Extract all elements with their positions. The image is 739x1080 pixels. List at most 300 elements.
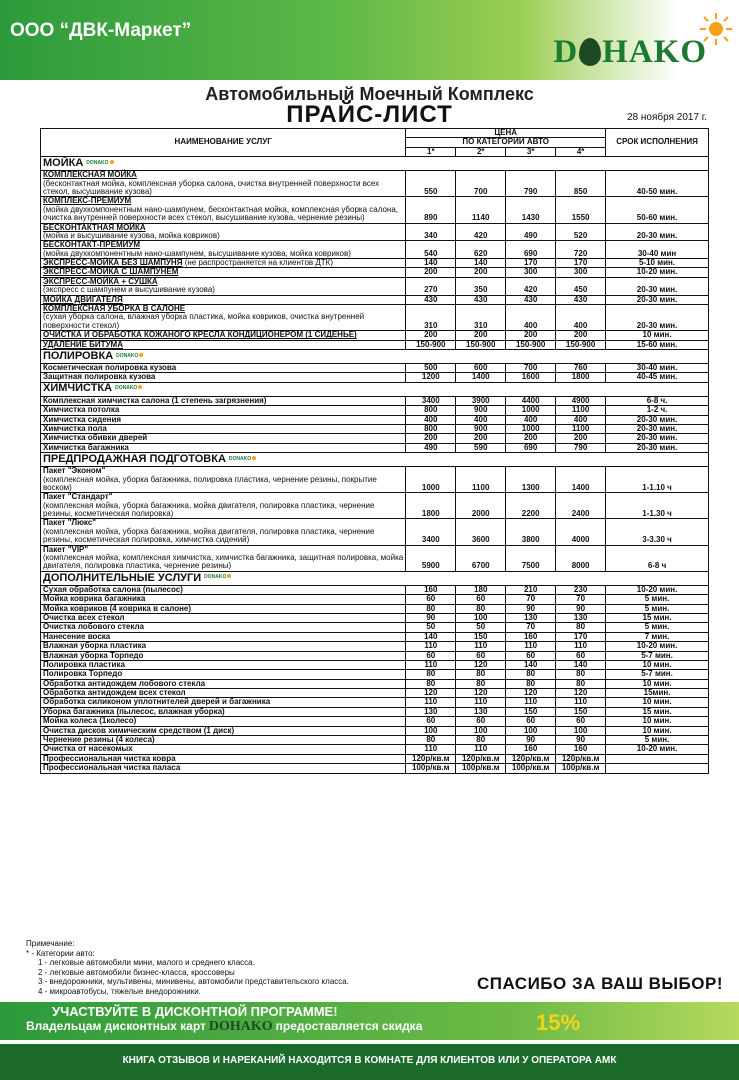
table-row <box>41 305 709 331</box>
price-cell: 90 <box>506 736 556 745</box>
table-row <box>41 493 709 519</box>
price-cell: 50 <box>456 623 506 632</box>
notes-title: Примечание: <box>26 939 75 948</box>
price-cell: 900 <box>456 406 506 415</box>
price-cell: 1140 <box>456 197 506 223</box>
term-cell: 20-30 мин. <box>606 295 709 304</box>
price-cell: 200 <box>456 331 506 340</box>
price-cell: 170 <box>556 632 606 641</box>
price-cell: 120р/кв.м <box>506 754 556 763</box>
table-row <box>41 467 709 493</box>
table-row <box>41 736 709 745</box>
price-cell: 120 <box>556 689 606 698</box>
price-cell: 270 <box>406 277 456 295</box>
price-cell: 1800 <box>406 493 456 519</box>
term-cell: 6-8 ч. <box>606 396 709 405</box>
price-cell: 120р/кв.м <box>456 754 506 763</box>
service-name: Химчистка потолка <box>41 406 406 415</box>
term-cell: 7 мин. <box>606 632 709 641</box>
term-cell: 10 мин. <box>606 717 709 726</box>
price-cell: 110 <box>506 698 556 707</box>
price-cell: 100р/кв.м <box>456 764 506 773</box>
term-cell: 5-7 мин. <box>606 651 709 660</box>
service-name: Пакет "Люкс" (комплексная мойка, уборка багажника, мойка двигателя, полировка пластика, чернение резины, косметическая полировка, химчистка сидений) <box>41 519 406 545</box>
price-cell: 790 <box>506 171 556 197</box>
term-cell: 5-10 мин. <box>606 259 709 268</box>
price-cell: 110 <box>556 642 606 651</box>
col-by-cat: ПО КАТЕГОРИИ АВТО <box>406 138 606 147</box>
price-cell: 700 <box>456 171 506 197</box>
price-cell: 450 <box>556 277 606 295</box>
term-cell: 20-30 мин. <box>606 223 709 241</box>
price-cell: 60 <box>406 651 456 660</box>
service-name: Обработка антидождем всех стекол <box>41 689 406 698</box>
price-cell: 700 <box>506 363 556 372</box>
service-name: Косметическая полировка кузова <box>41 363 406 372</box>
price-cell: 500 <box>406 363 456 372</box>
price-cell: 7500 <box>506 545 556 571</box>
table-row <box>41 764 709 773</box>
price-cell: 120 <box>406 689 456 698</box>
term-cell: 15мин. <box>606 689 709 698</box>
price-cell: 110 <box>406 745 456 754</box>
price-cell: 80 <box>556 623 606 632</box>
service-name: Влажная уборка Торпедо <box>41 651 406 660</box>
price-cell: 8000 <box>556 545 606 571</box>
price-cell: 70 <box>506 623 556 632</box>
service-name: ЭКСПРЕСС-МОЙКА БЕЗ ШАМПУНЯ (не распространяется на клиентов ДТК) <box>41 259 406 268</box>
table-row <box>41 277 709 295</box>
thanks-text: СПАСИБО ЗА ВАШ ВЫБОР! <box>476 974 723 993</box>
term-cell: 5 мин. <box>606 604 709 613</box>
price-cell: 100 <box>506 726 556 735</box>
price-cell: 1100 <box>556 424 606 433</box>
price-cell: 120р/кв.м <box>556 754 606 763</box>
price-cell: 100 <box>556 726 606 735</box>
service-name: Мойка колеса (1колесо) <box>41 717 406 726</box>
price-cell: 400 <box>506 415 556 424</box>
price-cell: 1100 <box>556 406 606 415</box>
price-cell: 800 <box>406 424 456 433</box>
term-cell: 20-30 мин. <box>606 277 709 295</box>
service-name: Защитная полировка кузова <box>41 373 406 382</box>
price-cell: 550 <box>406 171 456 197</box>
note-item: 3 - внедорожники, мультивены, минивены, автомобили представительского класса. <box>38 977 349 987</box>
term-cell: 5 мин. <box>606 595 709 604</box>
price-cell: 140 <box>506 660 556 669</box>
price-cell: 100 <box>456 726 506 735</box>
price-cell: 150 <box>506 707 556 716</box>
price-cell: 130 <box>406 707 456 716</box>
service-name: Мойка ковриков (4 коврика в салоне) <box>41 604 406 613</box>
price-cell: 1550 <box>556 197 606 223</box>
price-cell: 140 <box>406 259 456 268</box>
price-cell: 60 <box>506 717 556 726</box>
service-name: Пакет "Стандарт" (комплексная мойка, уборка багажника, мойка двигателя, полировка пластика, чернение резины, косметическая полировка) <box>41 493 406 519</box>
term-cell <box>606 764 709 773</box>
price-cell: 60 <box>556 717 606 726</box>
price-cell: 790 <box>556 443 606 452</box>
price-cell: 5900 <box>406 545 456 571</box>
price-cell: 60 <box>406 717 456 726</box>
price-cell: 200 <box>406 434 456 443</box>
term-cell: 10 мин. <box>606 726 709 735</box>
price-cell: 2400 <box>556 493 606 519</box>
term-cell: 15-60 мин. <box>606 340 709 349</box>
price-cell: 60 <box>456 595 506 604</box>
table-row <box>41 171 709 197</box>
price-cell: 850 <box>556 171 606 197</box>
price-cell: 80 <box>456 736 506 745</box>
price-cell: 90 <box>506 604 556 613</box>
term-cell: 50-60 мин. <box>606 197 709 223</box>
price-cell: 140 <box>556 660 606 669</box>
price-cell: 60 <box>456 717 506 726</box>
price-cell: 400 <box>506 305 556 331</box>
price-cell: 70 <box>556 595 606 604</box>
price-cell: 80 <box>556 670 606 679</box>
service-name: Обработка силиконом уплотнителей дверей и багажника <box>41 698 406 707</box>
drop-icon <box>579 38 601 66</box>
table-row <box>41 340 709 349</box>
term-cell: 10 мин. <box>606 698 709 707</box>
price-cell: 300 <box>506 268 556 277</box>
price-cell: 1000 <box>506 424 556 433</box>
term-cell: 30-40 мин <box>606 241 709 259</box>
table-row <box>41 241 709 259</box>
table-row <box>41 434 709 443</box>
section-header: ПОЛИРОВКА DONAKO <box>41 349 709 363</box>
price-cell: 3400 <box>406 396 456 405</box>
price-cell: 1800 <box>556 373 606 382</box>
table-row <box>41 223 709 241</box>
price-cell: 1000 <box>506 406 556 415</box>
term-cell: 20-30 мин. <box>606 415 709 424</box>
service-name: Химчистка багажника <box>41 443 406 452</box>
price-cell: 540 <box>406 241 456 259</box>
price-cell: 6700 <box>456 545 506 571</box>
term-cell: 10 мин. <box>606 331 709 340</box>
price-cell: 160 <box>556 745 606 754</box>
term-cell: 5 мин. <box>606 623 709 632</box>
price-cell: 4400 <box>506 396 556 405</box>
price-cell: 400 <box>406 415 456 424</box>
price-cell: 170 <box>506 259 556 268</box>
col-cat-3: 3* <box>506 147 556 156</box>
price-cell: 430 <box>406 295 456 304</box>
price-cell: 120 <box>506 689 556 698</box>
table-row <box>41 331 709 340</box>
term-cell: 1-1.30 ч <box>606 493 709 519</box>
service-name: Профессиональная чистка паласа <box>41 764 406 773</box>
note-item: 1 - легковые автомобили мини, малого и среднего класса. <box>38 958 255 968</box>
price-cell: 110 <box>456 745 506 754</box>
term-cell: 1-1.10 ч <box>606 467 709 493</box>
table-row <box>41 660 709 669</box>
price-cell: 110 <box>406 698 456 707</box>
term-cell: 3-3.30 ч <box>606 519 709 545</box>
price-cell: 2000 <box>456 493 506 519</box>
section-header: ДОПОЛНИТЕЛЬНЫЕ УСЛУГИ DONAKO <box>41 571 709 585</box>
price-cell: 80 <box>456 604 506 613</box>
price-cell: 100 <box>456 613 506 622</box>
discount-percent: 15% <box>536 1010 581 1035</box>
service-name: Чернение резины (4 колеса) <box>41 736 406 745</box>
price-cell: 160 <box>406 585 456 594</box>
term-cell: 10-20 мин. <box>606 745 709 754</box>
price-cell: 90 <box>556 736 606 745</box>
service-name: Очистка от насекомых <box>41 745 406 754</box>
price-cell: 200 <box>406 268 456 277</box>
price-cell: 2200 <box>506 493 556 519</box>
table-row <box>41 545 709 571</box>
price-cell: 90 <box>556 604 606 613</box>
price-cell: 110 <box>456 698 506 707</box>
price-cell: 200 <box>406 331 456 340</box>
price-cell: 110 <box>556 698 606 707</box>
price-cell: 130 <box>506 613 556 622</box>
price-cell: 350 <box>456 277 506 295</box>
price-cell: 3400 <box>406 519 456 545</box>
service-name: Очистка всех стекол <box>41 613 406 622</box>
price-cell: 4000 <box>556 519 606 545</box>
price-cell: 160 <box>506 632 556 641</box>
table-row <box>41 604 709 613</box>
service-name: БЕСКОНТАКТНАЯ МОЙКА (мойка и высушивание кузова, мойка ковриков) <box>41 223 406 241</box>
price-cell: 230 <box>556 585 606 594</box>
promo-logo: DOHAKO <box>208 1019 273 1034</box>
price-cell: 430 <box>456 295 506 304</box>
price-cell: 50 <box>406 623 456 632</box>
header-banner <box>0 0 739 80</box>
price-cell: 620 <box>456 241 506 259</box>
price-cell: 340 <box>406 223 456 241</box>
price-cell: 430 <box>556 295 606 304</box>
price-cell: 80 <box>406 670 456 679</box>
price-cell: 490 <box>406 443 456 452</box>
term-cell: 15 мин. <box>606 613 709 622</box>
price-cell: 1400 <box>456 373 506 382</box>
price-cell: 140 <box>406 632 456 641</box>
term-cell: 5 мин. <box>606 736 709 745</box>
service-name: ЭКСПРЕСС-МОЙКА + СУШКА (экспресс с шампунем и высушивание кузова) <box>41 277 406 295</box>
col-cat-1: 1* <box>406 147 456 156</box>
price-cell: 490 <box>506 223 556 241</box>
price-cell: 1200 <box>406 373 456 382</box>
page-title: ПРАЙС-ЛИСТ <box>286 101 453 128</box>
service-name: Профессиональная чистка ковра <box>41 754 406 763</box>
price-cell: 890 <box>406 197 456 223</box>
term-cell: 10-20 мин. <box>606 585 709 594</box>
section-header: ХИМЧИСТКА DONAKO <box>41 382 709 396</box>
price-cell: 3600 <box>456 519 506 545</box>
price-date: 28 ноября 2017 г. <box>627 112 707 123</box>
term-cell: 20-30 мин. <box>606 434 709 443</box>
price-cell: 690 <box>506 241 556 259</box>
price-cell: 80 <box>506 670 556 679</box>
table-row <box>41 707 709 716</box>
price-cell: 150-900 <box>506 340 556 349</box>
table-row <box>41 396 709 405</box>
table-row <box>41 406 709 415</box>
price-cell: 130 <box>556 613 606 622</box>
term-cell: 1-2 ч. <box>606 406 709 415</box>
price-cell: 80 <box>506 679 556 688</box>
price-cell: 100 <box>406 726 456 735</box>
price-cell: 200 <box>456 268 506 277</box>
brand-logo: D HAKO <box>553 34 707 70</box>
price-cell: 1300 <box>506 467 556 493</box>
price-cell: 150 <box>556 707 606 716</box>
service-name: Очистка дисков химическим средством (1 диск) <box>41 726 406 735</box>
price-cell: 110 <box>406 642 456 651</box>
col-cat-2: 2* <box>456 147 506 156</box>
price-cell: 1600 <box>506 373 556 382</box>
price-cell: 120 <box>456 689 506 698</box>
price-cell: 110 <box>456 642 506 651</box>
service-name: Очистка лобового стекла <box>41 623 406 632</box>
price-cell: 160 <box>506 745 556 754</box>
price-cell: 760 <box>556 363 606 372</box>
price-cell: 170 <box>556 259 606 268</box>
bottom-notice: КНИГА ОТЗЫВОВ И НАРЕКАНИЙ НАХОДИТСЯ В КОМНАТЕ ДЛЯ КЛИЕНТОВ ИЛИ У ОПЕРАТОРА АМК <box>0 1044 739 1080</box>
service-name: Сухая обработка салона (пылесос) <box>41 585 406 594</box>
price-cell: 400 <box>556 415 606 424</box>
term-cell: 10 мин. <box>606 660 709 669</box>
term-cell: 6-8 ч <box>606 545 709 571</box>
table-row <box>41 443 709 452</box>
term-cell: 10 мин. <box>606 679 709 688</box>
term-cell: 10-20 мин. <box>606 642 709 651</box>
price-cell: 520 <box>556 223 606 241</box>
promo-line-2: Владельцам дисконтных карт DOHAKO предоставляется скидка <box>26 1019 423 1034</box>
price-cell: 4900 <box>556 396 606 405</box>
note-item: 2 - легковые автомобили бизнес-класса, кроссоверы <box>38 967 235 977</box>
price-cell: 200 <box>556 331 606 340</box>
notes-lead: * - Категории авто: <box>26 948 95 958</box>
service-name: Обработка антидождем лобового стекла <box>41 679 406 688</box>
price-cell: 80 <box>456 670 506 679</box>
service-name: КОМПЛЕКСНАЯ УБОРКА В САЛОНЕ (сухая уборка салона, влажная уборка пластика, мойка ковриков, очистка внутренней поверхности стекол) <box>41 305 406 331</box>
service-name: ОЧИСТКА И ОБРАБОТКА КОЖАНОГО КРЕСЛА КОНДИЦИОНЕРОМ (1 СИДЕНЬЕ) <box>41 331 406 340</box>
term-cell: 20-30 мин. <box>606 443 709 452</box>
price-cell: 400 <box>456 415 506 424</box>
table-row <box>41 373 709 382</box>
price-cell: 100р/кв.м <box>506 764 556 773</box>
service-name: МОЙКА ДВИГАТЕЛЯ <box>41 295 406 304</box>
service-name: Мойка коврика багажника <box>41 595 406 604</box>
service-name: Химчистка сидения <box>41 415 406 424</box>
service-name: Комплексная химчистка салона (1 степень загрязнения) <box>41 396 406 405</box>
service-name: Уборка багажника (пылесос, влажная уборка) <box>41 707 406 716</box>
price-cell: 310 <box>456 305 506 331</box>
term-cell: 20-30 мин. <box>606 305 709 331</box>
term-cell: 5-7 мин. <box>606 670 709 679</box>
col-cat-4: 4* <box>556 147 606 156</box>
service-name: Полировка пластика <box>41 660 406 669</box>
price-cell: 70 <box>506 595 556 604</box>
page-subtitle: Автомобильный Моечный Комплекс <box>205 84 534 104</box>
notes <box>26 939 349 997</box>
price-cell: 600 <box>456 363 506 372</box>
mini-logo: DONAKO <box>86 160 113 166</box>
price-cell: 80 <box>556 679 606 688</box>
price-cell: 110 <box>406 660 456 669</box>
service-name: Нанесение воска <box>41 632 406 641</box>
price-cell: 1000 <box>406 467 456 493</box>
service-name: Химчистка обивки дверей <box>41 434 406 443</box>
price-cell: 300 <box>556 268 606 277</box>
service-name: Влажная уборка пластика <box>41 642 406 651</box>
service-name: КОМПЛЕКС-ПРЕМИУМ (мойка двухкомпонентным нано-шампунем, бесконтактная мойка, комплексная уборка салона, очистка внутренней поверхности всех стекол, высушивание кузова, чернение резины) <box>41 197 406 223</box>
table-row <box>41 197 709 223</box>
term-cell: 15 мин. <box>606 707 709 716</box>
col-price: ЦЕНА <box>406 129 606 138</box>
price-cell: 100р/кв.м <box>406 764 456 773</box>
price-cell: 200 <box>456 434 506 443</box>
price-table <box>40 128 709 774</box>
term-cell: 20-30 мин. <box>606 424 709 433</box>
price-cell: 140 <box>456 259 506 268</box>
promo-line-1: УЧАСТВУЙТЕ В ДИСКОНТНОЙ ПРОГРАММЕ! <box>52 1004 338 1019</box>
term-cell: 30-40 мин. <box>606 363 709 372</box>
section-header: ПРЕДПРОДАЖНАЯ ПОДГОТОВКА DONAKO <box>41 453 709 467</box>
mini-logo: DONAKO <box>115 385 142 391</box>
price-cell: 310 <box>406 305 456 331</box>
price-cell: 60 <box>406 595 456 604</box>
price-cell: 200 <box>506 331 556 340</box>
price-cell: 200 <box>556 434 606 443</box>
table-row <box>41 519 709 545</box>
price-cell: 80 <box>406 679 456 688</box>
price-cell: 120 <box>456 660 506 669</box>
mini-logo: DONAKO <box>116 353 143 359</box>
mini-logo: DONAKO <box>229 456 256 462</box>
service-name: Пакет "VIP" (комплексная мойка, комплексная химчистка, химчистка багажника, защитная полировка, мойка двигателя, полировка пластика, чернение резины) <box>41 545 406 571</box>
price-cell: 90 <box>406 613 456 622</box>
price-cell: 110 <box>506 642 556 651</box>
price-cell: 60 <box>456 651 506 660</box>
service-name: ЭКСПРЕСС-МОЙКА С ШАМПУНЕМ <box>41 268 406 277</box>
price-cell: 80 <box>406 604 456 613</box>
term-cell: 40-45 мин. <box>606 373 709 382</box>
table-row <box>41 415 709 424</box>
section-header: МОЙКА DONAKO <box>41 157 709 171</box>
price-cell: 3900 <box>456 396 506 405</box>
service-name: Пакет "Эконом" (комплексная мойка, уборка багажника, полировка пластика, чернение резины, покрытие воском) <box>41 467 406 493</box>
col-name: НАИМЕНОВАНИЕ УСЛУГ <box>41 129 406 157</box>
price-cell: 1100 <box>456 467 506 493</box>
col-term: СРОК ИСПОЛНЕНИЯ <box>606 129 709 157</box>
price-cell: 420 <box>506 277 556 295</box>
price-cell: 3800 <box>506 519 556 545</box>
price-cell: 80 <box>406 736 456 745</box>
price-cell: 430 <box>506 295 556 304</box>
price-cell: 130 <box>456 707 506 716</box>
price-cell: 200 <box>506 434 556 443</box>
service-name: Химчистка пола <box>41 424 406 433</box>
price-cell: 150-900 <box>556 340 606 349</box>
term-cell <box>606 754 709 763</box>
price-cell: 180 <box>456 585 506 594</box>
price-cell: 150-900 <box>406 340 456 349</box>
price-cell: 800 <box>406 406 456 415</box>
price-cell: 590 <box>456 443 506 452</box>
term-cell: 40-50 мин. <box>606 171 709 197</box>
service-name: БЕСКОНТАКТ-ПРЕМИУМ (мойка двухкомпонентным нано-шампунем, высушивание кузова, мойка ковриков) <box>41 241 406 259</box>
table-row <box>41 623 709 632</box>
price-cell: 150 <box>456 632 506 641</box>
